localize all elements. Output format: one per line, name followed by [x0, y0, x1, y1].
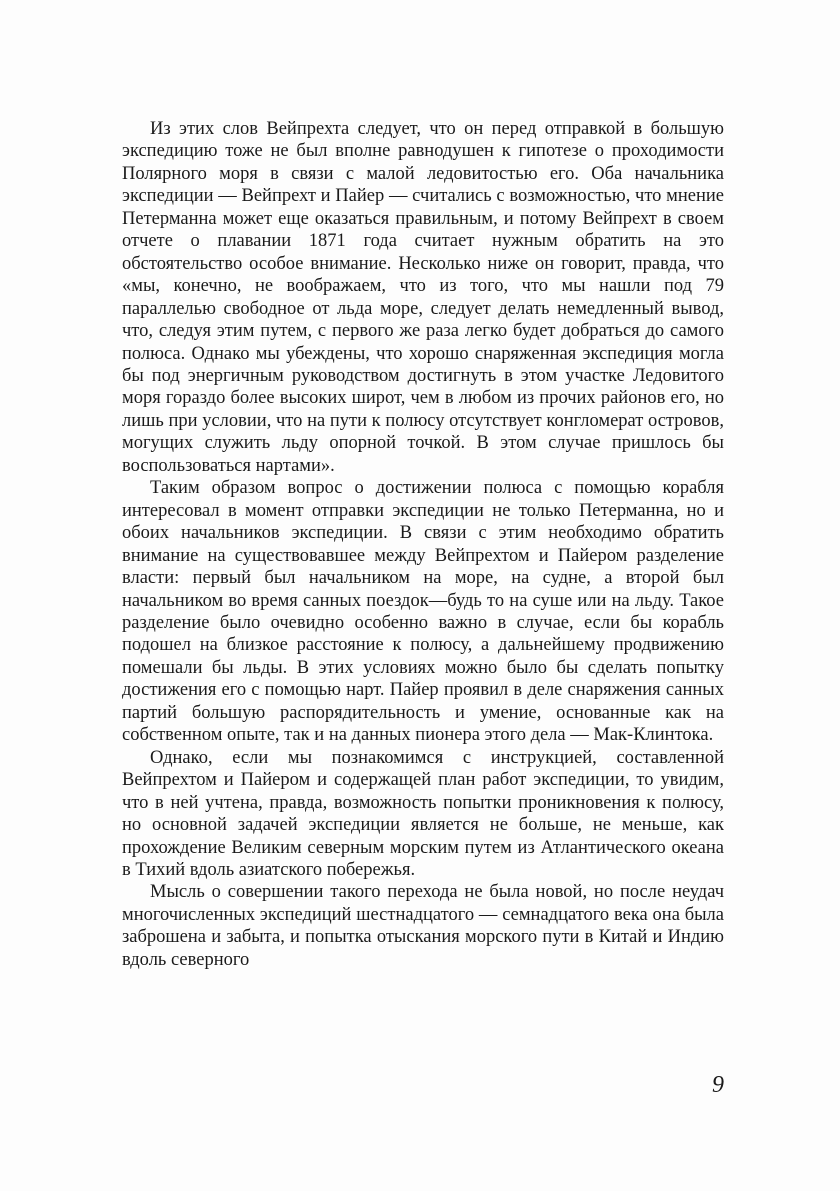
paragraph-2: Таким образом вопрос о достижении полюса с помощью корабля интересовал в момент отправки экспедиции не только Петерманна, но и обоих начальников экспедиции. В связи с этим необходимо обратить внимание на существовавшее между Вейпрехтом и Пайером разделение власти: первый был начальником на море, на судне, а второй был начальником во время санных поездок—будь то на суше или на льду. Такое разделение было очевидно особенно важно в случае, если бы корабль подошел на близкое расстояние к полюсу, а дальнейшему продвижению помешали бы льды. В этих условиях можно было бы сделать попытку достижения его с помощью нарт. Пайер проявил в деле снаряжения санных партий большую распорядительность и умение, основанные как на собственном опыте, так и на данных пионера этого дела — Мак-Клинтока. — [122, 478, 724, 746]
page-number: 9 — [712, 1072, 724, 1098]
paragraph-4: Мысль о совершении такого перехода не была новой, но после неудач многочисленных экспедиций шестнадцатого — семнадцатого века она была заброшена и забыта, и попытка отыскания морского пути в Китай и Индию вдоль северного — [122, 882, 724, 970]
paragraph-1: Из этих слов Вейпрехта следует, что он перед отправкой в большую экспедицию тоже не был вполне равнодушен к гипотезе о проходимости Полярного моря в связи с малой ледовитостью его. Оба начальника экспедиции — Вейпрехт и Пайер — считались с возможностью, что мнение Петерманна может еще оказаться правильным, и потому Вейпрехт в своем отчете о плавании 1871 года считает нужным обратить на это обстоятельство особое внимание. Несколько ниже он говорит, правда, что «мы, конечно, не воображаем, что из того, что мы нашли под 79 параллелью свободное от льда море, следует делать немедленный вывод, что, следуя этим путем, с первого же раза легко будет добраться до самого полюса. Однако мы убеждены, что хорошо снаряженная экспедиция могла бы под энергичным руководством достигнуть в этом участке Ледовитого моря гораздо более высоких широт, чем в любом из прочих районов его, но лишь при условии, что на пути к полюсу отсутствует конгломерат островов, могущих служить льду опорной точкой. В этом случае пришлось бы воспользоваться нартами». — [122, 119, 724, 476]
body-text — [122, 118, 724, 971]
paragraph-3: Однако, если мы познакомимся с инструкцией, составленной Вейпрехтом и Пайером и содержащей план работ экспедиции, то увидим, что в ней учтена, правда, возможность попытки проникновения к полюсу, но основной задачей экспедиции является не больше, не меньше, как прохождение Великим северным морским путем из Атлантического океана в Тихий вдоль азиатского побережья. — [122, 747, 724, 880]
